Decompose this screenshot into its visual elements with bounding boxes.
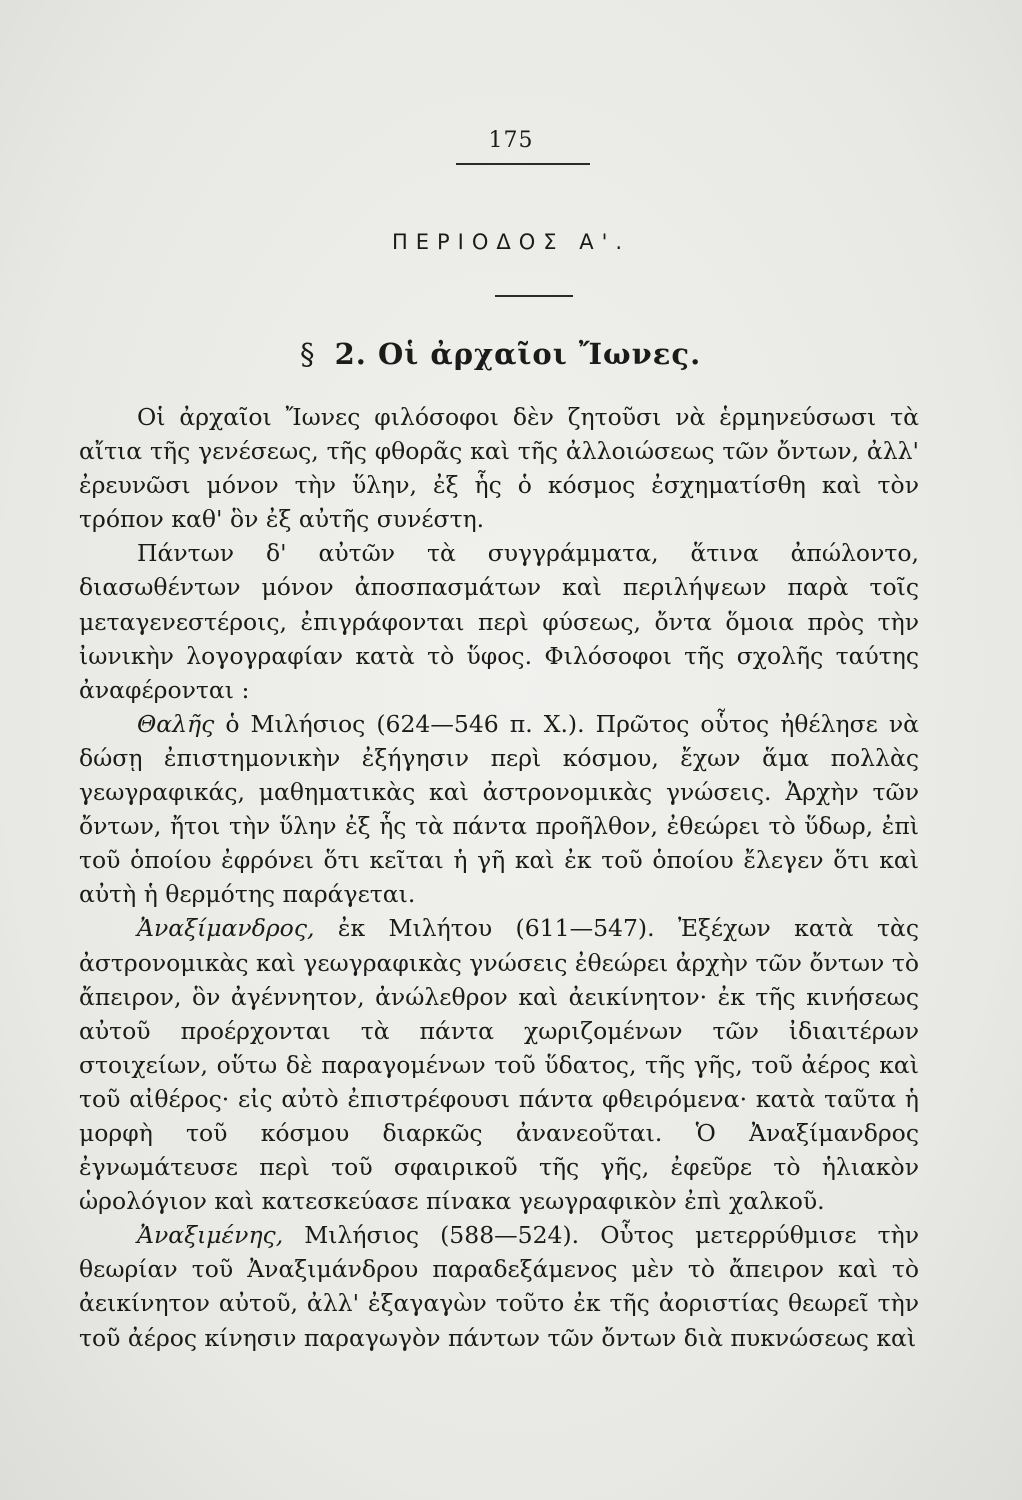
paragraph-anaximander [79, 911, 919, 1218]
philosopher-name: Ἀναξίμανδρος, [137, 914, 315, 943]
section-title: Οἱ ἀρχαῖοι Ἴωνες. [378, 337, 702, 371]
paragraph-writings [79, 536, 919, 706]
section-heading [300, 337, 701, 371]
paragraph-text: Οἱ ἀρχαῖοι Ἴωνες φιλόσοφοι δὲν ζητοῦσι νὰ ἑρμηνεύσωσι τὰ αἴτια τῆς γενέσεως, τῆς φθορᾶς καὶ τῆς ἀλλοιώσεως τῶν ὄντων, ἀλλ' ἐρευνῶσι μόνον τὴν ὕλην, ἐξ ἧς ὁ κόσμος ἐσχηματίσθη καὶ τὸν τρόπον καθ' ὃν ἐξ αὐτῆς συνέστη. [79, 403, 919, 534]
paragraph-thales [79, 707, 919, 912]
title-rule [495, 295, 573, 297]
paragraph-text: ὁ Μιλήσιος (624—546 π. Χ.). Πρῶτος οὗτος ἠθέλησε νὰ δώσῃ ἐπιστημονικὴν ἐξήγησιν περὶ κόσμου, ἔχων ἅμα πολλὰς γεωγραφικάς, μαθηματικὰς καὶ ἀστρονομικὰς γνώσεις. Ἀρχὴν τῶν ὄντων, ἤτοι τὴν ὕλην ἐξ ἧς τὰ πάντα προῆλθον, ἐθεώρει τὸ ὕδωρ, ἐπὶ τοῦ ὁποίου ἐφρόνει ὅτι κεῖται ἡ γῆ καὶ ἐκ τοῦ ὁποίου ἔλεγεν ὅτι καὶ αὐτὴ ἡ θερμότης παράγεται. [79, 709, 919, 909]
paragraph-anaximenes [79, 1218, 919, 1354]
philosopher-name: Θαλῆς [137, 709, 215, 738]
section-number: 2. [334, 337, 367, 371]
period-title: ΠΕΡΙΟΔΟΣ Α'. [391, 230, 631, 254]
page-number: 175 [488, 128, 534, 153]
body-text [79, 400, 919, 1355]
philosopher-name: Ἀναξιμένης, [137, 1221, 284, 1250]
header-rule [456, 163, 590, 165]
paragraph-text: Μιλήσιος (588—524). Οὗτος μετερρύθμισε τὴν θεωρίαν τοῦ Ἀναξιμάνδρου παραδεξάμενος μὲν τὸ ἄπειρον καὶ τὸ ἀεικίνητον αὐτοῦ, ἀλλ' ἐξαγαγὼν τοῦτο ἐκ τῆς ἀοριστίας θεωρεῖ τὴν τοῦ ἀέρος κίνησιν παραγωγὸν πάντων τῶν ὄντων διὰ πυκνώσεως καὶ [79, 1221, 919, 1352]
paragraph-text: ἐκ Μιλήτου (611—547). Ἐξέχων κατὰ τὰς ἀστρονομικὰς καὶ γεωγραφικὰς γνώσεις ἐθεώρει ἀρχὴν τῶν ὄντων τὸ ἄπειρον, ὃν ἀγέννητον, ἀνώλεθρον καὶ ἀεικίνητον· ἐκ τῆς κινήσεως αὐτοῦ προέρχονται τὰ πάντα χωριζομένων τῶν ἰδιαιτέρων στοιχείων, οὕτω δὲ παραγομένων τοῦ ὕδατος, τῆς γῆς, τοῦ ἀέρος καὶ τοῦ αἰθέρος· εἰς αὐτὸ ἐπιστρέφουσι πάντα φθειρόμενα· κατὰ ταῦτα ἡ μορφὴ τοῦ κόσμου διαρκῶς ἀνανεοῦται. Ὁ Ἀναξίμανδρος ἐγνωμάτευσε περὶ τοῦ σφαιρικοῦ τῆς γῆς, ἐφεῦρε τὸ ἡλιακὸν ὡρολόγιον καὶ κατεσκεύασε πίνακα γεωγραφικὸν ἐπὶ χαλκοῦ. [79, 914, 919, 1216]
section-sign: § [300, 337, 316, 371]
paragraph-intro [79, 400, 919, 536]
paragraph-text: Πάντων δ' αὐτῶν τὰ συγγράμματα, ἅτινα ἀπώλοντο, διασωθέντων μόνον ἀποσπασμάτων καὶ περιλήψεων παρὰ τοῖς μεταγενεστέροις, ἐπιγράφονται περὶ φύσεως, ὄντα ὅμοια πρὸς τὴν ἰωνικὴν λογογραφίαν κατὰ τὸ ὕφος. Φιλόσοφοι τῆς σχολῆς ταύτης ἀναφέρονται : [79, 539, 919, 704]
